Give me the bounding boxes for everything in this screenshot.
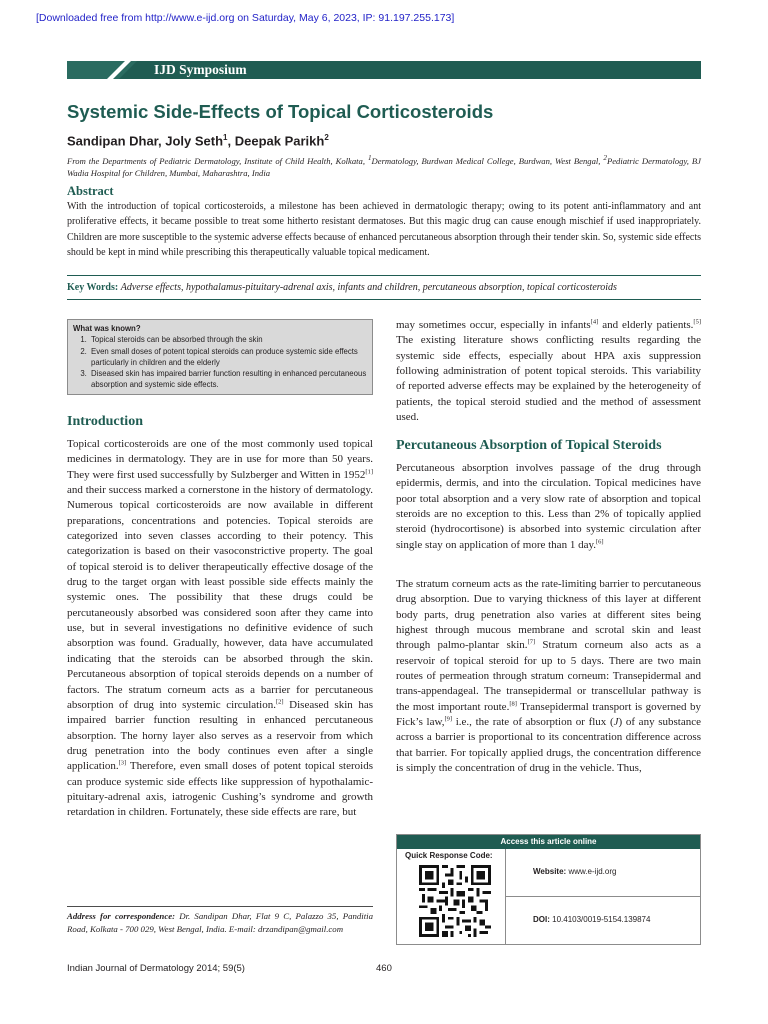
doi-info: DOI: 10.4103/0019-5154.139874 xyxy=(533,915,651,924)
keywords: Key Words: Adverse effects, hypothalamus-pituitary-adrenal axis, infants and children, percutaneous absorption, topical corticosteroids xyxy=(67,282,617,293)
divider xyxy=(67,299,701,300)
doi-link[interactable]: 10.4103/0019-5154.139874 xyxy=(552,915,651,924)
page-number: 460 xyxy=(376,963,392,974)
what-was-known-box xyxy=(67,319,373,395)
abstract-heading: Abstract xyxy=(67,184,114,198)
list-item: 3. Diseased skin has impaired barrier function resulting in enhanced percutaneous absorption and systemic side effects. xyxy=(89,368,367,391)
divider xyxy=(67,906,373,907)
known-heading: What was known? xyxy=(73,324,141,333)
correspondence-address: Address for correspondence: Dr. Sandipan Dhar, Flat 9 C, Palazzo 35, Panditia Road, Kolkata - 700 029, West Bengal, India. E-mail: drzandipan@gmail.com xyxy=(67,911,373,935)
percutaneous-heading: Percutaneous Absorption of Topical Steroids xyxy=(396,438,662,453)
journal-footer: Indian Journal of Dermatology 2014; 59(5) xyxy=(67,963,245,974)
qr-label: Quick Response Code: xyxy=(405,851,493,860)
list-item: 1. Topical steroids can be absorbed through the skin xyxy=(89,334,367,345)
website-info: Website: www.e-ijd.org xyxy=(533,867,617,876)
list-item: 2. Even small doses of potent topical steroids can produce systemic side effects particularly in children and the elderly xyxy=(89,346,367,369)
access-heading: Access this article online xyxy=(397,835,700,849)
right-column-intro-continued: may sometimes occur, especially in infants[4] and elderly patients.[5] The existing literature shows conflicting results regarding the systemic side effects, especially about HPA axis suppression following administration of potent topical steroids. This variability of reported adverse effects may be explained by the heterogeneity of patients, the topical steroid studied and the method of assessment used. xyxy=(396,318,701,424)
abstract-text: With the introduction of topical corticosteroids, a milestone has been achieved in dermatologic therapy; owing to its potent anti-inflammatory and ant proliferative effects, it became possible to treat some hitherto resistant dermatoses. But this magic drug can cause enough mischief if used inappropriately. Children are more susceptible to the systemic adverse effects because of enhanced percutaneous absorption through their tender skin. So, systemic side effects should be kept in mind while prescribing this therapeutically valuable topical medicament. xyxy=(67,201,701,259)
article-title: Systemic Side-Effects of Topical Corticosteroids xyxy=(67,101,494,122)
introduction-text: Topical corticosteroids are one of the most commonly used topical medicines in dermatology. They are in use for more than 50 years. They were first used successfully by Sulzberger and Witten in 1952[1] and their success marked a cornerstone in the history of dermatology. Numerous topical corticosteroids are now available in different preparations, concentrations and potencies. Topical steroids are categorized into seven classes according to their potency. This categorization is based on their vasoconstrictive property. The goal of topical steroid is to deliver therapeutically effective dosage of the drug to the target organ with least possible side effects mainly the systemic ones. The possibility that these drugs could be percutaneously absorbed was considered soon after they came into use, but in several investigations no definitive evidence of such absorption was found. Gradually, however, data have accumulated indicating that the steroids can be absorbed through the skin. Percutaneous absorption of topical steroids depends on a number of factors. The stratum corneum acts as a barrier for percutaneous absorption of drug into systemic circulation.[2] Diseased skin has impaired barrier function resulting in enhanced percutaneous absorption. The horny layer also serves as a reservoir from which drug penetration into the body continues even after a single application.[3] Therefore, even small doses of potent topical steroids can produce systemic side effects like suppression of hypothalamic-pituitary-adrenal axis, iatrogenic Cushing’s syndrome and growth retardation in children. Fortunately, these side effects are rare, but xyxy=(67,438,374,819)
percutaneous-paragraph-1: Percutaneous absorption involves passage of the drug through epidermis, dermis, and into the circulation. Topical medicines have poor total absorption and a very slow rate of absorption and topical steroids are no exception to this. Less than 2% of topically applied steroid (hydrocortisone) is absorbed into systemic circulation after single stay on application of more than 1 day.[6] xyxy=(396,462,701,551)
percutaneous-paragraph-2: The stratum corneum acts as the rate-limiting barrier to percutaneous drug absorption. Due to varying thickness of this layer at different body parts, drug penetration also varies at different sites being highest through mucous membrane and scrotal skin and least through palmo-plantar skin.[7] Stratum corneum also acts as a reservoir of topical steroid for up to 5 days. There are two main routes of permeation through stratum corneum: Transepidermal and trans-appendageal. The transepidermal or transcellular pathway is the most important route.[8] Transepidermal transport is governed by Fick’s law,[9] i.e., the rate of absorption or flux (J) of any substance across a barrier is proportional to its concentration difference across that barrier. For topically applied drugs, the concentration difference is simply the concentration of drug in the vehicle. Thus, xyxy=(396,578,702,775)
download-notice: [Downloaded free from http://www.e-ijd.org on Saturday, May 6, 2023, IP: 91.197.255.173] xyxy=(36,12,455,24)
website-link[interactable]: www.e-ijd.org xyxy=(568,867,617,876)
affiliations: From the Departments of Pediatric Dermatology, Institute of Child Health, Kolkata, $^1$Dermatology, Burdwan Medical College, Burdwan, West Bengal, $^2$Pediatric Dermatology, BJ Wadia Hospital for Children, Mumbai, Maharashtra, India xyxy=(67,154,701,179)
divider xyxy=(505,896,700,897)
access-article-box xyxy=(396,834,701,945)
divider xyxy=(67,275,701,276)
introduction-heading: Introduction xyxy=(67,414,143,429)
authors: Sandipan Dhar, Joly Seth$^1$, Deepak Parikh$^2$ xyxy=(67,133,329,149)
banner-label: IJD Symposium xyxy=(154,62,247,77)
qr-code-icon[interactable] xyxy=(419,865,491,937)
